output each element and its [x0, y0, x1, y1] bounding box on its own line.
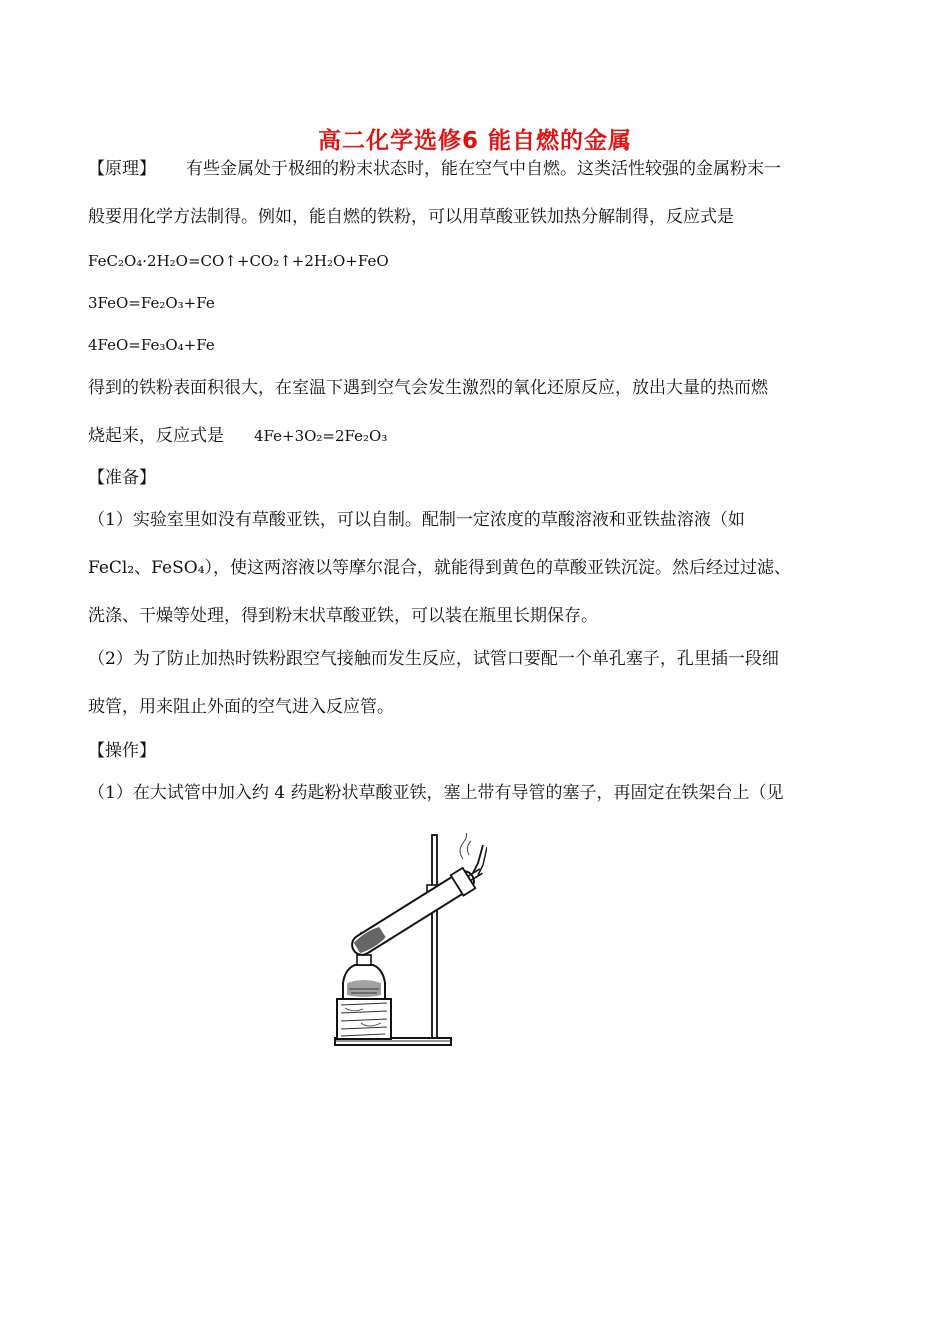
- preparation-item2-line2: 玻管，用来阻止外面的空气进入反应管。: [88, 697, 394, 717]
- principle-line-4: [88, 425, 387, 447]
- principle-text-1: 有些金属处于极细的粉末状态时，能在空气中自燃。这类活性较强的金属粉末一: [186, 159, 781, 179]
- equation-4: 4Fe+3O₂=2Fe₂O₃: [254, 427, 388, 445]
- equation-3: 4FeO=Fe₃O₄+Fe: [88, 336, 215, 354]
- principle-heading: 【原理】: [88, 159, 156, 179]
- principle-text-2: 般要用化学方法制得。例如，能自燃的铁粉，可以用草酸亚铁加热分解制得，反应式是: [88, 207, 734, 227]
- equation-2: 3FeO=Fe₂O₃+Fe: [88, 294, 215, 312]
- operation-heading: 【操作】: [88, 741, 156, 761]
- preparation-item1-line2: FeCl₂、FeSO₄），使这两溶液以等摩尔混合，就能得到黄色的草酸亚铁沉淀。然后经过过滤、: [88, 558, 792, 578]
- equation-1: FeC₂O₄·2H₂O=CO↑+CO₂↑+2H₂O+FeO: [88, 252, 389, 270]
- page-title: 高二化学选修6 能自燃的金属: [317, 128, 632, 154]
- preparation-heading: 【准备】: [88, 468, 156, 488]
- operation-item1-line1: （1）在大试管中加入约 4 药匙粉状草酸亚铁，塞上带有导管的塞子，再固定在铁架台上（见: [88, 783, 784, 803]
- principle-text-3: 得到的铁粉表面积很大，在室温下遇到空气会发生激烈的氧化还原反应，放出大量的热而燃: [88, 378, 768, 398]
- principle-text-4: 烧起来，反应式是: [88, 426, 224, 446]
- preparation-item1-line3: 洗涤、干燥等处理，得到粉末状草酸亚铁，可以装在瓶里长期保存。: [88, 606, 598, 626]
- principle-line-1: [88, 158, 781, 180]
- apparatus-illustration: [333, 833, 487, 1049]
- preparation-item1-line1: （1）实验室里如没有草酸亚铁，可以自制。配制一定浓度的草酸溶液和亚铁盐溶液（如: [88, 510, 745, 530]
- preparation-item2-line1: （2）为了防止加热时铁粉跟空气接触而发生反应，试管口要配一个单孔塞子，孔里插一段细: [88, 649, 779, 669]
